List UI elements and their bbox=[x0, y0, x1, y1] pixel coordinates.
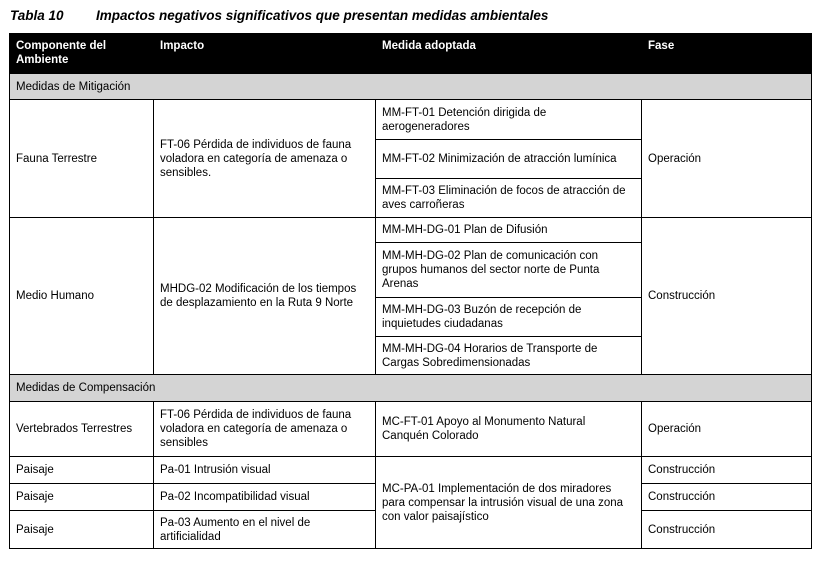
header-componente: Componente del Ambiente bbox=[10, 34, 154, 74]
cell-componente: Paisaje bbox=[10, 511, 154, 549]
impacts-table bbox=[9, 33, 812, 549]
section-mitigacion: Medidas de Mitigación bbox=[10, 74, 812, 100]
cell-componente: Paisaje bbox=[10, 484, 154, 511]
cell-componente: Paisaje bbox=[10, 457, 154, 484]
cell-medida: MM-MH-DG-04 Horarios de Transporte de Cargas Sobredimensionadas bbox=[376, 337, 642, 375]
cell-medida: MM-FT-03 Eliminación de focos de atracción de aves carroñeras bbox=[376, 179, 642, 218]
cell-medida: MC-PA-01 Implementación de dos miradores para compensar la intrusión visual de una zona con valor paisajístico bbox=[376, 457, 642, 549]
cell-medida: MM-FT-01 Detención dirigida de aerogeneradores bbox=[376, 100, 642, 140]
table-caption bbox=[10, 8, 548, 23]
cell-impacto: Pa-01 Intrusión visual bbox=[154, 457, 376, 484]
header-medida: Medida adoptada bbox=[376, 34, 642, 74]
section-row bbox=[10, 74, 812, 100]
cell-componente: Fauna Terrestre bbox=[10, 100, 154, 218]
table-row bbox=[10, 457, 812, 484]
table-title: Impactos negativos significativos que presentan medidas ambientales bbox=[96, 8, 549, 23]
cell-medida: MM-MH-DG-01 Plan de Difusión bbox=[376, 218, 642, 243]
header-impacto: Impacto bbox=[154, 34, 376, 74]
cell-impacto: Pa-03 Aumento en el nivel de artificialidad bbox=[154, 511, 376, 549]
cell-fase: Operación bbox=[642, 100, 812, 218]
table-number: Tabla 10 bbox=[10, 8, 64, 23]
cell-medida: MM-MH-DG-03 Buzón de recepción de inquietudes ciudadanas bbox=[376, 298, 642, 337]
cell-impacto: MHDG-02 Modificación de los tiempos de desplazamiento en la Ruta 9 Norte bbox=[154, 218, 376, 375]
cell-impacto: FT-06 Pérdida de individuos de fauna voladora en categoría de amenaza o sensibles. bbox=[154, 100, 376, 218]
cell-medida: MC-FT-01 Apoyo al Monumento Natural Canquén Colorado bbox=[376, 402, 642, 457]
section-compensacion: Medidas de Compensación bbox=[10, 375, 812, 402]
header-row bbox=[10, 34, 812, 74]
table-row bbox=[10, 100, 812, 140]
cell-componente: Medio Humano bbox=[10, 218, 154, 375]
cell-componente: Vertebrados Terrestres bbox=[10, 402, 154, 457]
cell-medida: MM-FT-02 Minimización de atracción lumínica bbox=[376, 140, 642, 179]
section-row bbox=[10, 375, 812, 402]
header-fase: Fase bbox=[642, 34, 812, 74]
cell-fase: Construcción bbox=[642, 218, 812, 375]
cell-fase: Construcción bbox=[642, 457, 812, 484]
cell-impacto: Pa-02 Incompatibilidad visual bbox=[154, 484, 376, 511]
cell-fase: Operación bbox=[642, 402, 812, 457]
table-row bbox=[10, 218, 812, 243]
cell-fase: Construcción bbox=[642, 484, 812, 511]
cell-impacto: FT-06 Pérdida de individuos de fauna voladora en categoría de amenaza o sensibles bbox=[154, 402, 376, 457]
table-row bbox=[10, 402, 812, 457]
cell-medida: MM-MH-DG-02 Plan de comunicación con grupos humanos del sector norte de Punta Arenas bbox=[376, 243, 642, 298]
cell-fase: Construcción bbox=[642, 511, 812, 549]
